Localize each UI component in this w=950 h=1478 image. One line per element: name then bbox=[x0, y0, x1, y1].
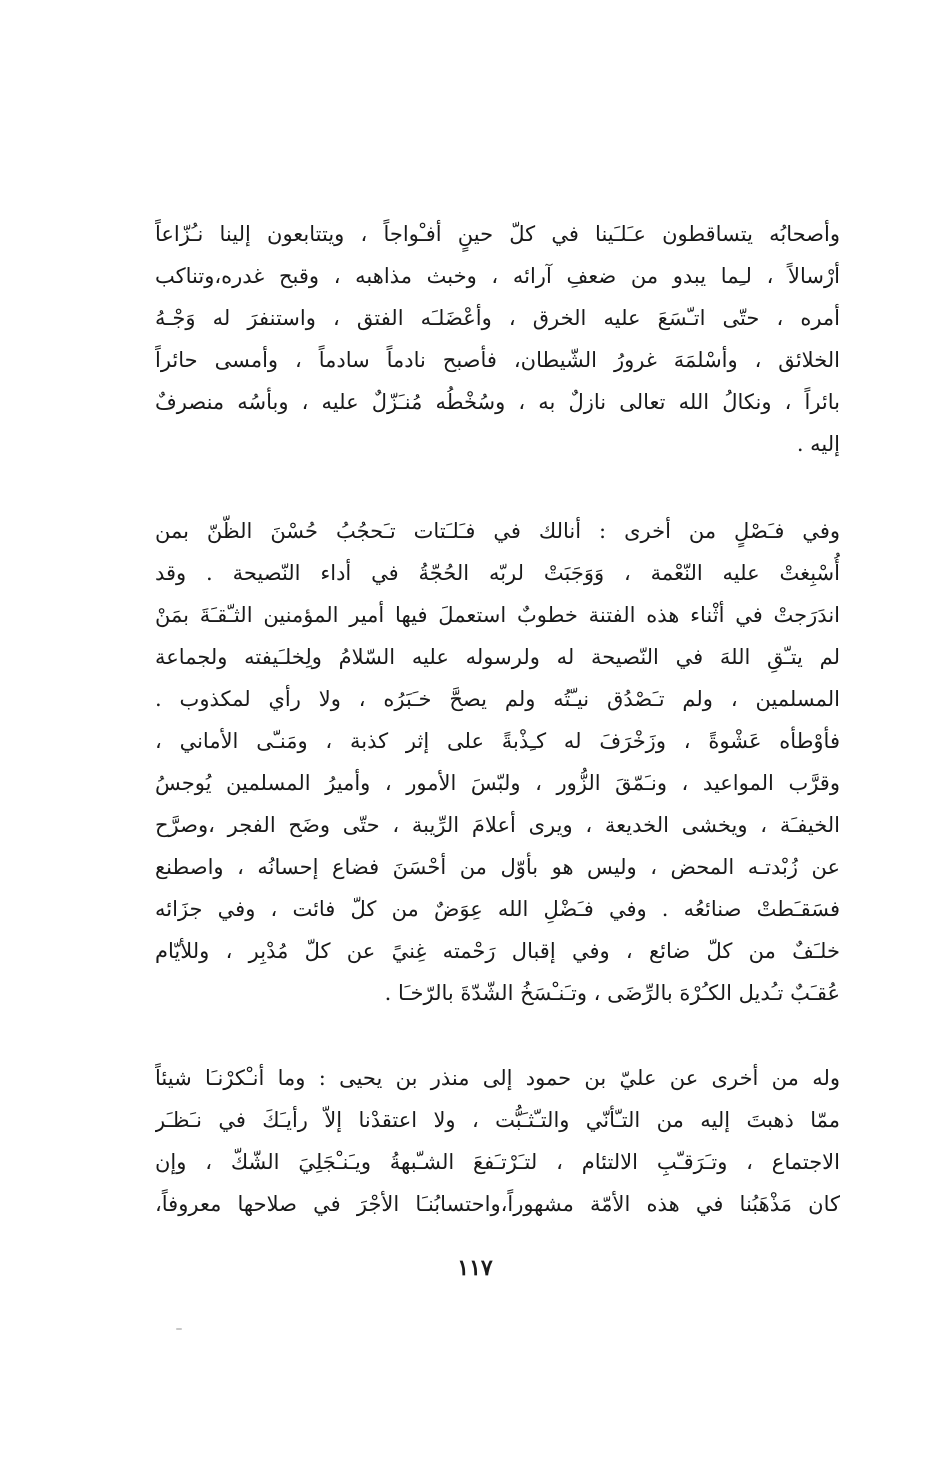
text-line: وله من أخرى عن عليّ بن حمود إلى منذر بن يحيى : وما أنـْكرْنـَا شيئاً bbox=[155, 1066, 840, 1090]
text-line: وأصحابُه يتساقطون عـَلـَينا في كلّ حينٍ أفـْواجاً ، ويتتابعون إلينا نـُزّاعاً bbox=[155, 222, 840, 246]
text-line: عُقـَبٌ تـُديل الكـُرْهَ بالرِّضَى ، وتـَنـْسَخُ الشّدّةَ بالرّخـَا . bbox=[384, 981, 840, 1005]
page-number: ١١٧ bbox=[457, 1255, 493, 1281]
text-line: الاجتماع ، وتـَرَقـّبِ الالتئام ، لتـَرْتـَفعَ الشـّبهةُ ويـَنـْجَلِيَ الشّكّ ، وإن bbox=[155, 1150, 840, 1174]
text-line: فأوْطأه عَشْوةً ، وزَخْرَفَ له كـِذْبةً على إثر كذبة ، ومَنـّى الأماني ، bbox=[155, 729, 840, 753]
text-line: اندَرَجتْ في أثْناء هذه الفتنة خطوبٌ استعملَ فيها أمير المؤمنين الثـّقـَةَ بمَنْ bbox=[155, 603, 840, 627]
text-line: كان مَذْهَبُنا في هذه الأمّة مشهوراً،واحتسابُنـَا الأجْرَ في صلاحها معروفاً، bbox=[155, 1192, 840, 1216]
scan-speck bbox=[176, 1328, 182, 1330]
text-line: لم يتـّقِ اللهَ في النّصيحة له ولرسوله عليه السّلامُ ولِخلـَيفته ولجماعة bbox=[155, 645, 840, 669]
text-line: خلـَفٌ من كلّ ضائع ، وفي إقبال رَحْمته غِنيً عن كلّ مُدْبِر ، وللأيّام bbox=[155, 939, 840, 963]
text-line: وفي فـَصْلٍ من أخرى : أنالك في فـَلـَتات تـَحجُبُ حُسْنَ الظّنّ بمن bbox=[155, 519, 840, 543]
paragraph-3 bbox=[155, 1057, 840, 1225]
text-line: وقرَّب المواعيد ، ونـَمّقَ الزُّور ، ولبّسَ الأمور ، وأميرُ المسلمين يُوجسُ bbox=[155, 771, 840, 795]
text-line: أُسْبِغتْ عليه النّعْمة ، وَوَجَبَتْ لربّه الحُجّةُ في أداء النّصيحة . وقد bbox=[155, 561, 840, 585]
text-line: الخلائق ، وأسْلمَهَ غرورُ الشّيطان، فأصبح نادماً سادماً ، وأمسى حائراً bbox=[155, 348, 840, 372]
text-line: بائراً ، ونكالُ الله تعالى نازلٌ به ، وسُخْطُه مُنـَزّلٌ عليه ، وبأسُه منصرفٌ bbox=[155, 390, 840, 414]
text-line: فسَقـَطتْ صنائعُه . وفي فـَضْلِ الله عِوَضٌ من كلّ فائت ، وفي جزَائه bbox=[155, 897, 840, 921]
paragraph-2 bbox=[155, 510, 840, 1014]
text-line: أرْسالاً ، لـِما يبدو من ضعفِ آرائه ، وخبث مذاهبه ، وقبح غدره،وتناكب bbox=[155, 264, 840, 288]
text-line: ممّا ذهبتَ إليه من التـّأنّي والتـّثـَبُّت ، ولا اعتقدْنا إلاّ رأيـَكَ في نـَظـَر bbox=[155, 1108, 840, 1132]
text-line: الخيفـَة ، ويخشى الخديعة ، ويرى أعلامَ الرِّيبة ، حتّى وضَح الفجر ،وصرَّح bbox=[155, 813, 840, 837]
text-line: المسلمين ، ولم تـَصْدُق نيـّتُه ولم يصحَّ خـَبَرُه ، ولا رأي لمكذوب . bbox=[155, 687, 840, 711]
paragraph-1 bbox=[155, 213, 840, 465]
text-line: إليه . bbox=[796, 432, 840, 456]
text-line: أمره ، حتّى اتـّسَعَ عليه الخرق ، وأعْضَلـَه الفتق ، واستنفرَ له وَجْـهُ bbox=[155, 306, 840, 330]
text-line: عن زُبْدتـه المحض ، وليس هو بأوّل من أحْسَنَ فضاع إحسانُه ، واصطنع bbox=[155, 855, 840, 879]
